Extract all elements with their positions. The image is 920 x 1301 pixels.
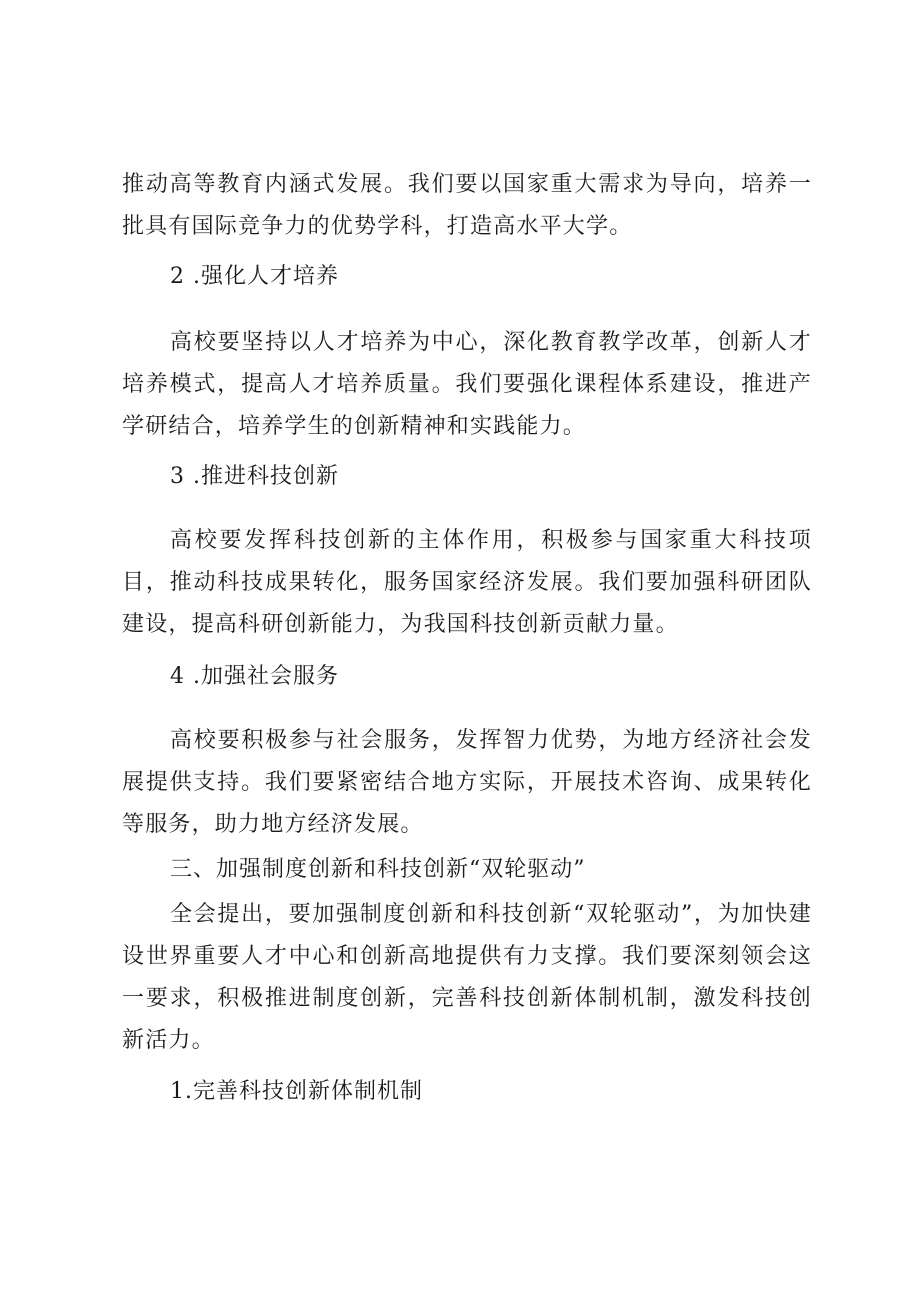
paragraph-tech-innovation: 高校要发挥科技创新的主体作用，积极参与国家重大科技项目，推动科技成果转化，服务国家经济发展。我们要加强科研团队建设，提高科研创新能力，为我国科技创新贡献力量。 [122,528,812,637]
subheading-improve-mechanism: 1.完善科技创新体制机制 [170,1079,423,1104]
paragraph-dual-drive: 全会提出，要加强制度创新和科技创新“双轮驱动”，为加快建设世界重要人才中心和创新高地提供有力支撑。我们要深刻领会这一要求，积极推进制度创新，完善科技创新体制机制，激发科技创新活力。 [122,902,812,1053]
section-heading-dual-drive: 三、加强制度创新和科技创新“双轮驱动” [170,857,586,882]
subheading-tech-innovation: 3 .推进科技创新 [170,464,339,489]
subheading-strengthen-talent: 2 .强化人才培养 [170,264,339,289]
subheading-social-service: 4 .加强社会服务 [170,664,339,689]
paragraph-talent-training: 高校要坚持以人才培养为中心，深化教育教学改革，创新人才培养模式，提高人才培养质量。我们要强化课程体系建设，推进产学研结合，培养学生的创新精神和实践能力。 [122,330,812,439]
paragraph-social-service: 高校要积极参与社会服务，发挥智力优势，为地方经济社会发展提供支持。我们要紧密结合地方实际，开展技术咨询、成果转化等服务，助力地方经济发展。 [122,728,812,837]
paragraph-continuation: 推动高等教育内涵式发展。我们要以国家重大需求为导向，培养一批具有国际竞争力的优势学科，打造高水平大学。 [122,172,812,239]
